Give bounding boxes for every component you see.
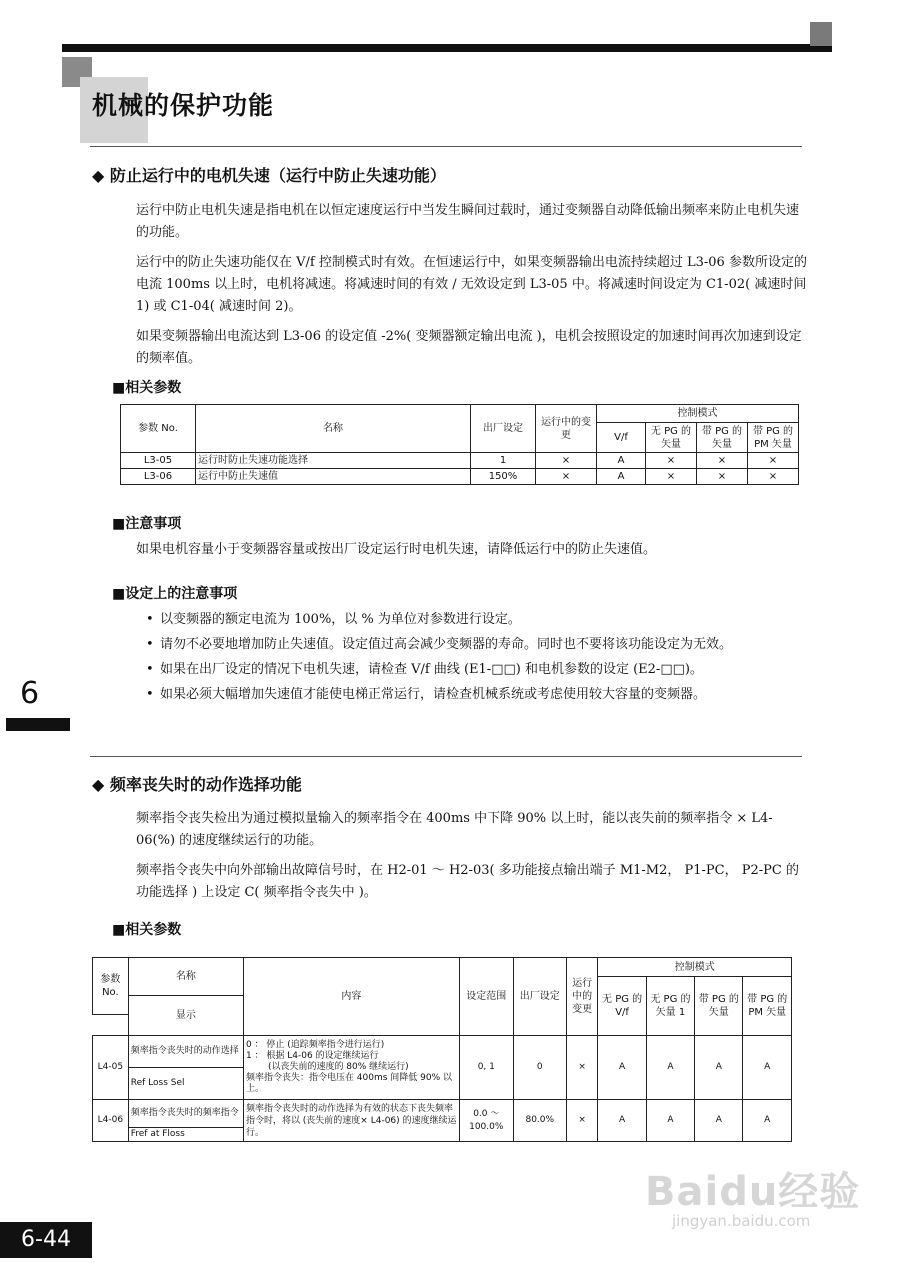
cell-factory: 0 (513, 1036, 566, 1100)
cell-name: 运行时防止失速功能选择 (196, 453, 471, 469)
chapter-number: 6 (20, 676, 40, 711)
th-name: 名称 (128, 958, 243, 996)
cell-mode-4: A (743, 1036, 792, 1100)
section1-paragraph-3: 如果变频器输出电流达到 L3-06 的设定值 -2%( 变频器额定输出电流 )，电机会按照设定的加速时间再次加速到设定的频率值。 (136, 329, 802, 366)
section1-related-title: ■相关参数 (112, 380, 182, 396)
section1-body (136, 200, 808, 378)
th-change: 运行中的变更 (536, 405, 597, 453)
section1-paragraph-1: 运行中防止电机失速是指电机在以恒定速度运行中当发生瞬间过载时，通过变频器自动降低输出频率来防止电机失速的功能。 (136, 203, 800, 240)
cell-factory: 1 (471, 453, 536, 469)
th-pm-vector: 带 PG 的 PM 矢量 (748, 423, 799, 453)
cell-display: Fref at Floss (128, 1128, 243, 1142)
th-change: 运行中的变更 (566, 958, 598, 1036)
section2-paragraph-2: 频率指令丧失中向外部输出故障信号时，在 H2-01 ～ H2-03( 多功能接点输出端子 M1-M2， P1-PC， P2-PC 的功能选择 ) 上设定 C( 频率指令丧失中 )。 (136, 863, 799, 900)
cell-mode-3: A (695, 1036, 743, 1100)
watermark-logo: Baidu经验 (645, 1169, 861, 1215)
section2-body (136, 808, 808, 912)
table-row (121, 469, 799, 485)
cell-pg: × (697, 469, 748, 485)
th-param-no: 参数 No. (121, 405, 196, 453)
cell-no: L4-05 (93, 1036, 129, 1100)
cell-factory: 150% (471, 469, 536, 485)
cell-mode-2: A (646, 1036, 694, 1100)
stall-prevention-param-table (120, 404, 799, 485)
chapter-bar (6, 718, 70, 731)
section2-heading: ◆ 频率丧失时的动作选择功能 (92, 775, 302, 794)
list-item: • 请勿不必要地增加防止失速值。设定值过高会减少变频器的寿命。同时也不要将该功能设定为无效。 (146, 634, 808, 656)
table-row (121, 453, 799, 469)
th-pg-vector: 带 PG 的矢量 (697, 423, 748, 453)
list-item: • 如果在出厂设定的情况下电机失速，请检查 V/f 曲线 (E1-□□) 和电机参数的设定 (E2-□□)。 (146, 659, 808, 681)
section-divider (90, 756, 802, 757)
th-display: 显示 (128, 996, 243, 1036)
th-name: 名称 (196, 405, 471, 453)
cell-vf: A (597, 453, 646, 469)
th-range: 设定范围 (459, 958, 513, 1036)
cell-mode-3: A (695, 1100, 743, 1142)
table-row (93, 1100, 792, 1128)
content-line: 频率指令丧失：指令电压在 400ms 间降低 90% 以上。 (245, 1073, 453, 1094)
cell-vf: A (597, 469, 646, 485)
content-line: 1 ： 根据 L4-06 的设定继续运行 (245, 1051, 379, 1061)
content-line: (以丧失前的速度的 80% 继续运行) (267, 1062, 409, 1072)
th-nopg-vf: 无 PG 的 V/f (598, 977, 646, 1036)
page-title: 机械的保护功能 (92, 91, 275, 120)
cell-content: 频率指令丧失时的动作选择为有效的状态下丧失频率指令时，将以 (丧失前的速度× L4-06) 的速度继续运行。 (243, 1100, 459, 1142)
title-divider (90, 146, 802, 147)
content-line: 0 ： 停止 (追踪频率指令进行运行) (245, 1040, 385, 1050)
cell-content (243, 1036, 459, 1100)
section1-heading: ◆ 防止运行中的电机失速（运行中防止失速功能） (92, 166, 446, 185)
freq-loss-param-table (92, 957, 792, 1142)
header-corner-square (810, 22, 832, 46)
cell-change: × (566, 1036, 598, 1100)
cell-mode-2: A (646, 1100, 694, 1142)
list-item: • 如果必须大幅增加失速值才能使电梯正常运行，请检查机械系统或考虑使用较大容量的变频器。 (146, 684, 808, 706)
cell-nopg: × (646, 453, 697, 469)
cell-display: Ref Loss Sel (128, 1068, 243, 1100)
settings-notes-list (146, 609, 808, 709)
th-factory: 出厂设定 (471, 405, 536, 453)
th-control-mode: 控制模式 (598, 958, 792, 977)
cell-nopg: × (646, 469, 697, 485)
cell-pm: × (748, 469, 799, 485)
section2-related-title: ■相关参数 (112, 922, 182, 938)
section2-paragraph-1: 频率指令丧失检出为通过模拟量输入的频率指令在 400ms 中下降 90% 以上时，能以丧失前的频率指令 × L4-06(%) 的速度继续运行的功能。 (136, 811, 773, 848)
cell-change: × (536, 469, 597, 485)
cell-name: 运行中防止失速值 (196, 469, 471, 485)
th-nopg-vector: 无 PG 的矢量 (646, 423, 697, 453)
watermark-url: jingyan.baidu.com (672, 1212, 811, 1230)
cell-mode-1: A (598, 1100, 646, 1142)
cell-change: × (566, 1100, 598, 1142)
cell-pm: × (748, 453, 799, 469)
cell-range: 0.0 ～ 100.0% (459, 1100, 513, 1142)
th-pm-vector: 带 PG 的 PM 矢量 (743, 977, 792, 1036)
cell-name: 频率指令丧失时的动作选择 (128, 1036, 243, 1068)
cell-mode-1: A (598, 1036, 646, 1100)
cell-change: × (536, 453, 597, 469)
th-vf: V/f (597, 423, 646, 453)
notes-title: ■注意事项 (112, 516, 182, 532)
th-nopg-vector: 无 PG 的矢量 1 (646, 977, 694, 1036)
th-control-mode: 控制模式 (597, 405, 799, 423)
cell-no: L3-05 (121, 453, 196, 469)
th-content: 内容 (243, 958, 459, 1036)
cell-no: L3-06 (121, 469, 196, 485)
cell-mode-4: A (743, 1100, 792, 1142)
table-row (93, 1036, 792, 1068)
notes-text: 如果电机容量小于变频器容量或按出厂设定运行时电机失速，请降低运行中的防止失速值。 (136, 542, 657, 557)
cell-factory: 80.0% (513, 1100, 566, 1142)
cell-no: L4-06 (93, 1100, 129, 1142)
cell-pg: × (697, 453, 748, 469)
cell-range: 0, 1 (459, 1036, 513, 1100)
settings-notes-title: ■设定上的注意事项 (112, 586, 238, 602)
th-param-no: 参数 No. (93, 958, 129, 1015)
header-rule (62, 44, 832, 52)
cell-name: 频率指令丧失时的频率指令 (128, 1100, 243, 1128)
section1-paragraph-2: 运行中的防止失速功能仅在 V/f 控制模式时有效。在恒速运行中，如果变频器输出电流持续超过 L3-06 参数所设定的电流 100ms 以上时，电机将减速。将减速时间的有效 / 无效设定到 L3-05 中。将减速时间设定为 C1-02( 减速时间 1) 或 C1-04( 减速时间 2)。 (136, 255, 807, 314)
page-number: 6-44 (0, 1222, 92, 1258)
th-pg-vector: 带 PG 的矢量 (695, 977, 743, 1036)
list-item: • 以变频器的额定电流为 100%，以 % 为单位对参数进行设定。 (146, 609, 808, 631)
th-factory: 出厂设定 (513, 958, 566, 1036)
